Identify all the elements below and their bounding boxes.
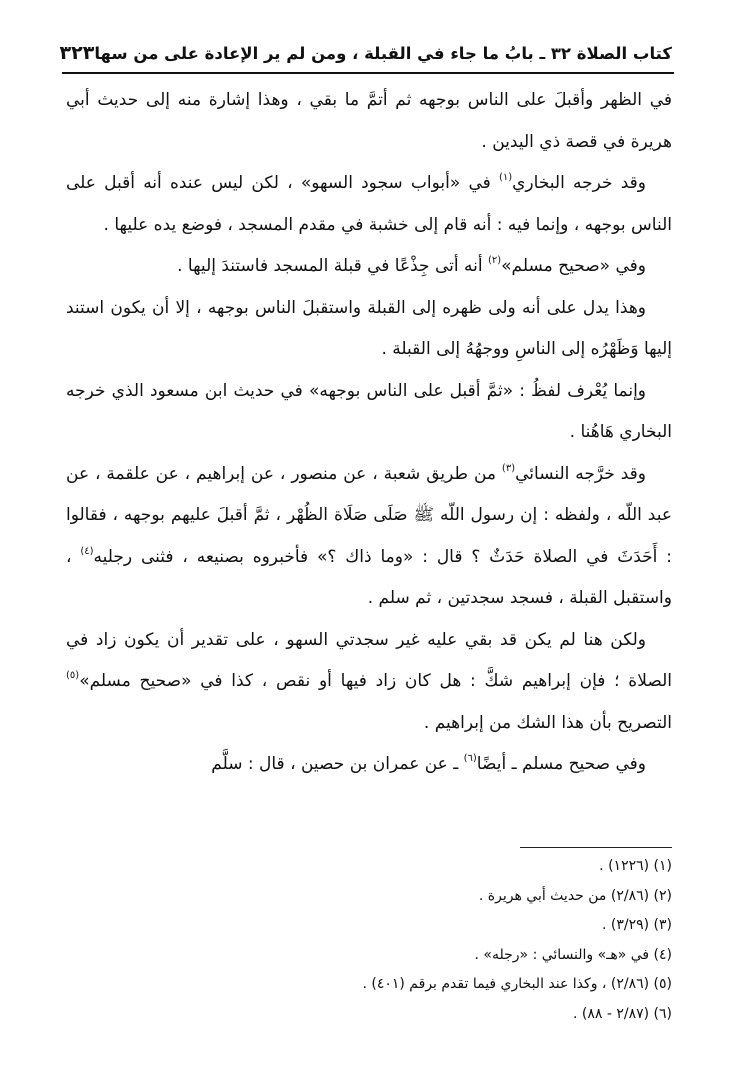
paragraph xyxy=(66,163,672,246)
paragraph-text: ، واستقبل القبلة ، فسجد سجدتين ، ثم سلم . xyxy=(66,546,672,608)
paragraph-text: في «أبواب سجود السهو» ، لكن ليس عنده أنه أقبل على الناس بوجهه ، وإنما فيه : أنه قام إلى خشبة في مقدم المسجد ، فوضع يده عليها . xyxy=(66,173,672,235)
paragraph-text: وقد خرجه البخاري xyxy=(512,173,646,193)
page-number: ٣٢٣ xyxy=(59,42,95,64)
paragraph-text: من طريق شعبة ، عن منصور ، عن إبراهيم ، عن علقمة ، عن عبد اللّه ، ولفظه : إن رسول اللّه ﷺ صَلَى صَلَاة الظُهْر ، ثمَّ أقبلَ عليهم بوجهه ، فقالوا : أَحَدَثَ في الصلاة حَدَثٌ ؟ قال : «وما ذاك ؟» فأخبروه بصنيعه ، فثنى رجليه xyxy=(66,463,673,567)
paragraph-text: ولكن هنا لم يكن قد بقي عليه غير سجدتي السهو ، على تقدير أن يكون زاد في الصلاة ؛ فإن إبراهيم شكَّ : هل كان زاد فيها أو نقص ، كذا في «صحيح مسلم» xyxy=(66,629,672,691)
paragraph xyxy=(66,454,672,620)
paragraph: في الظهر وأقبلَ على الناس بوجهه ثم أتمَّ ما بقي ، وهذا إشارة منه إلى حديث أبي هريرة في قصة ذي اليدين . xyxy=(66,90,672,152)
footnote-separator xyxy=(520,847,672,848)
footnote: (٥) (٢/٨٦) ، وكذا عند البخاري فيما تقدم برقم (٤٠١) . xyxy=(362,976,672,992)
header-rule xyxy=(62,72,674,74)
footnote: (١) (١٢٢٦) . xyxy=(599,858,672,874)
footnote-ref: (٥) xyxy=(66,670,80,681)
paragraph-text: وقد خرَّجه النسائي xyxy=(515,463,646,484)
footnote: (٤) في «هـ» والنسائي : «رجله» . xyxy=(474,946,672,963)
main-text xyxy=(66,80,672,786)
running-header xyxy=(59,36,672,70)
paragraph-text: وفي صحيح مسلم ـ أيضًا xyxy=(476,754,646,774)
footnote-ref: (١) xyxy=(498,172,513,183)
footnote: (٢) (٢/٨٦) من حديث أبي هريرة . xyxy=(478,887,672,904)
paragraph: وإنما يُعْرف لفظُ : «ثمَّ أقبل على الناس بوجهه» في حديث ابن مسعود الذي خرجه البخاري هَاهُنا . xyxy=(66,380,672,442)
paragraph-text: التصريح بأن هذا الشك من إبراهيم . xyxy=(423,712,672,733)
running-title: كتاب الصلاة ٣٢ ـ بابُ ما جاء في القبلة ، ومن لم ير الإعادة على من سها xyxy=(94,43,672,63)
footnotes xyxy=(80,852,672,1029)
footnote-ref: (٣) xyxy=(501,462,516,474)
footnote-ref: (٦) xyxy=(463,753,477,764)
paragraph-text: ـ عن عمران بن حصين ، قال : سلَّم xyxy=(211,754,464,774)
footnote: (٦) (٢/٨٧ - ٨٨) . xyxy=(572,1005,672,1022)
paragraph xyxy=(66,620,672,745)
paragraph xyxy=(66,744,672,786)
footnote-ref: (٢) xyxy=(487,255,502,266)
paragraph xyxy=(66,246,672,288)
paragraph-text: وفي «صحيح مسلم» xyxy=(501,256,646,276)
footnote-ref: (٤) xyxy=(80,545,94,557)
footnote: (٣) (٣/٢٩) . xyxy=(601,917,672,933)
paragraph: وهذا يدل على أنه ولى ظهره إلى القبلة واستقبلَ الناس بوجهه ، إلا أن يكون استند إليها وَظَهْرُه إلى الناسِ ووجهُهُ إلى القبلة . xyxy=(66,297,672,359)
paragraph-text: أنه أتى جِذْعًا في قبلة المسجد فاستندَ إليها . xyxy=(177,256,488,276)
